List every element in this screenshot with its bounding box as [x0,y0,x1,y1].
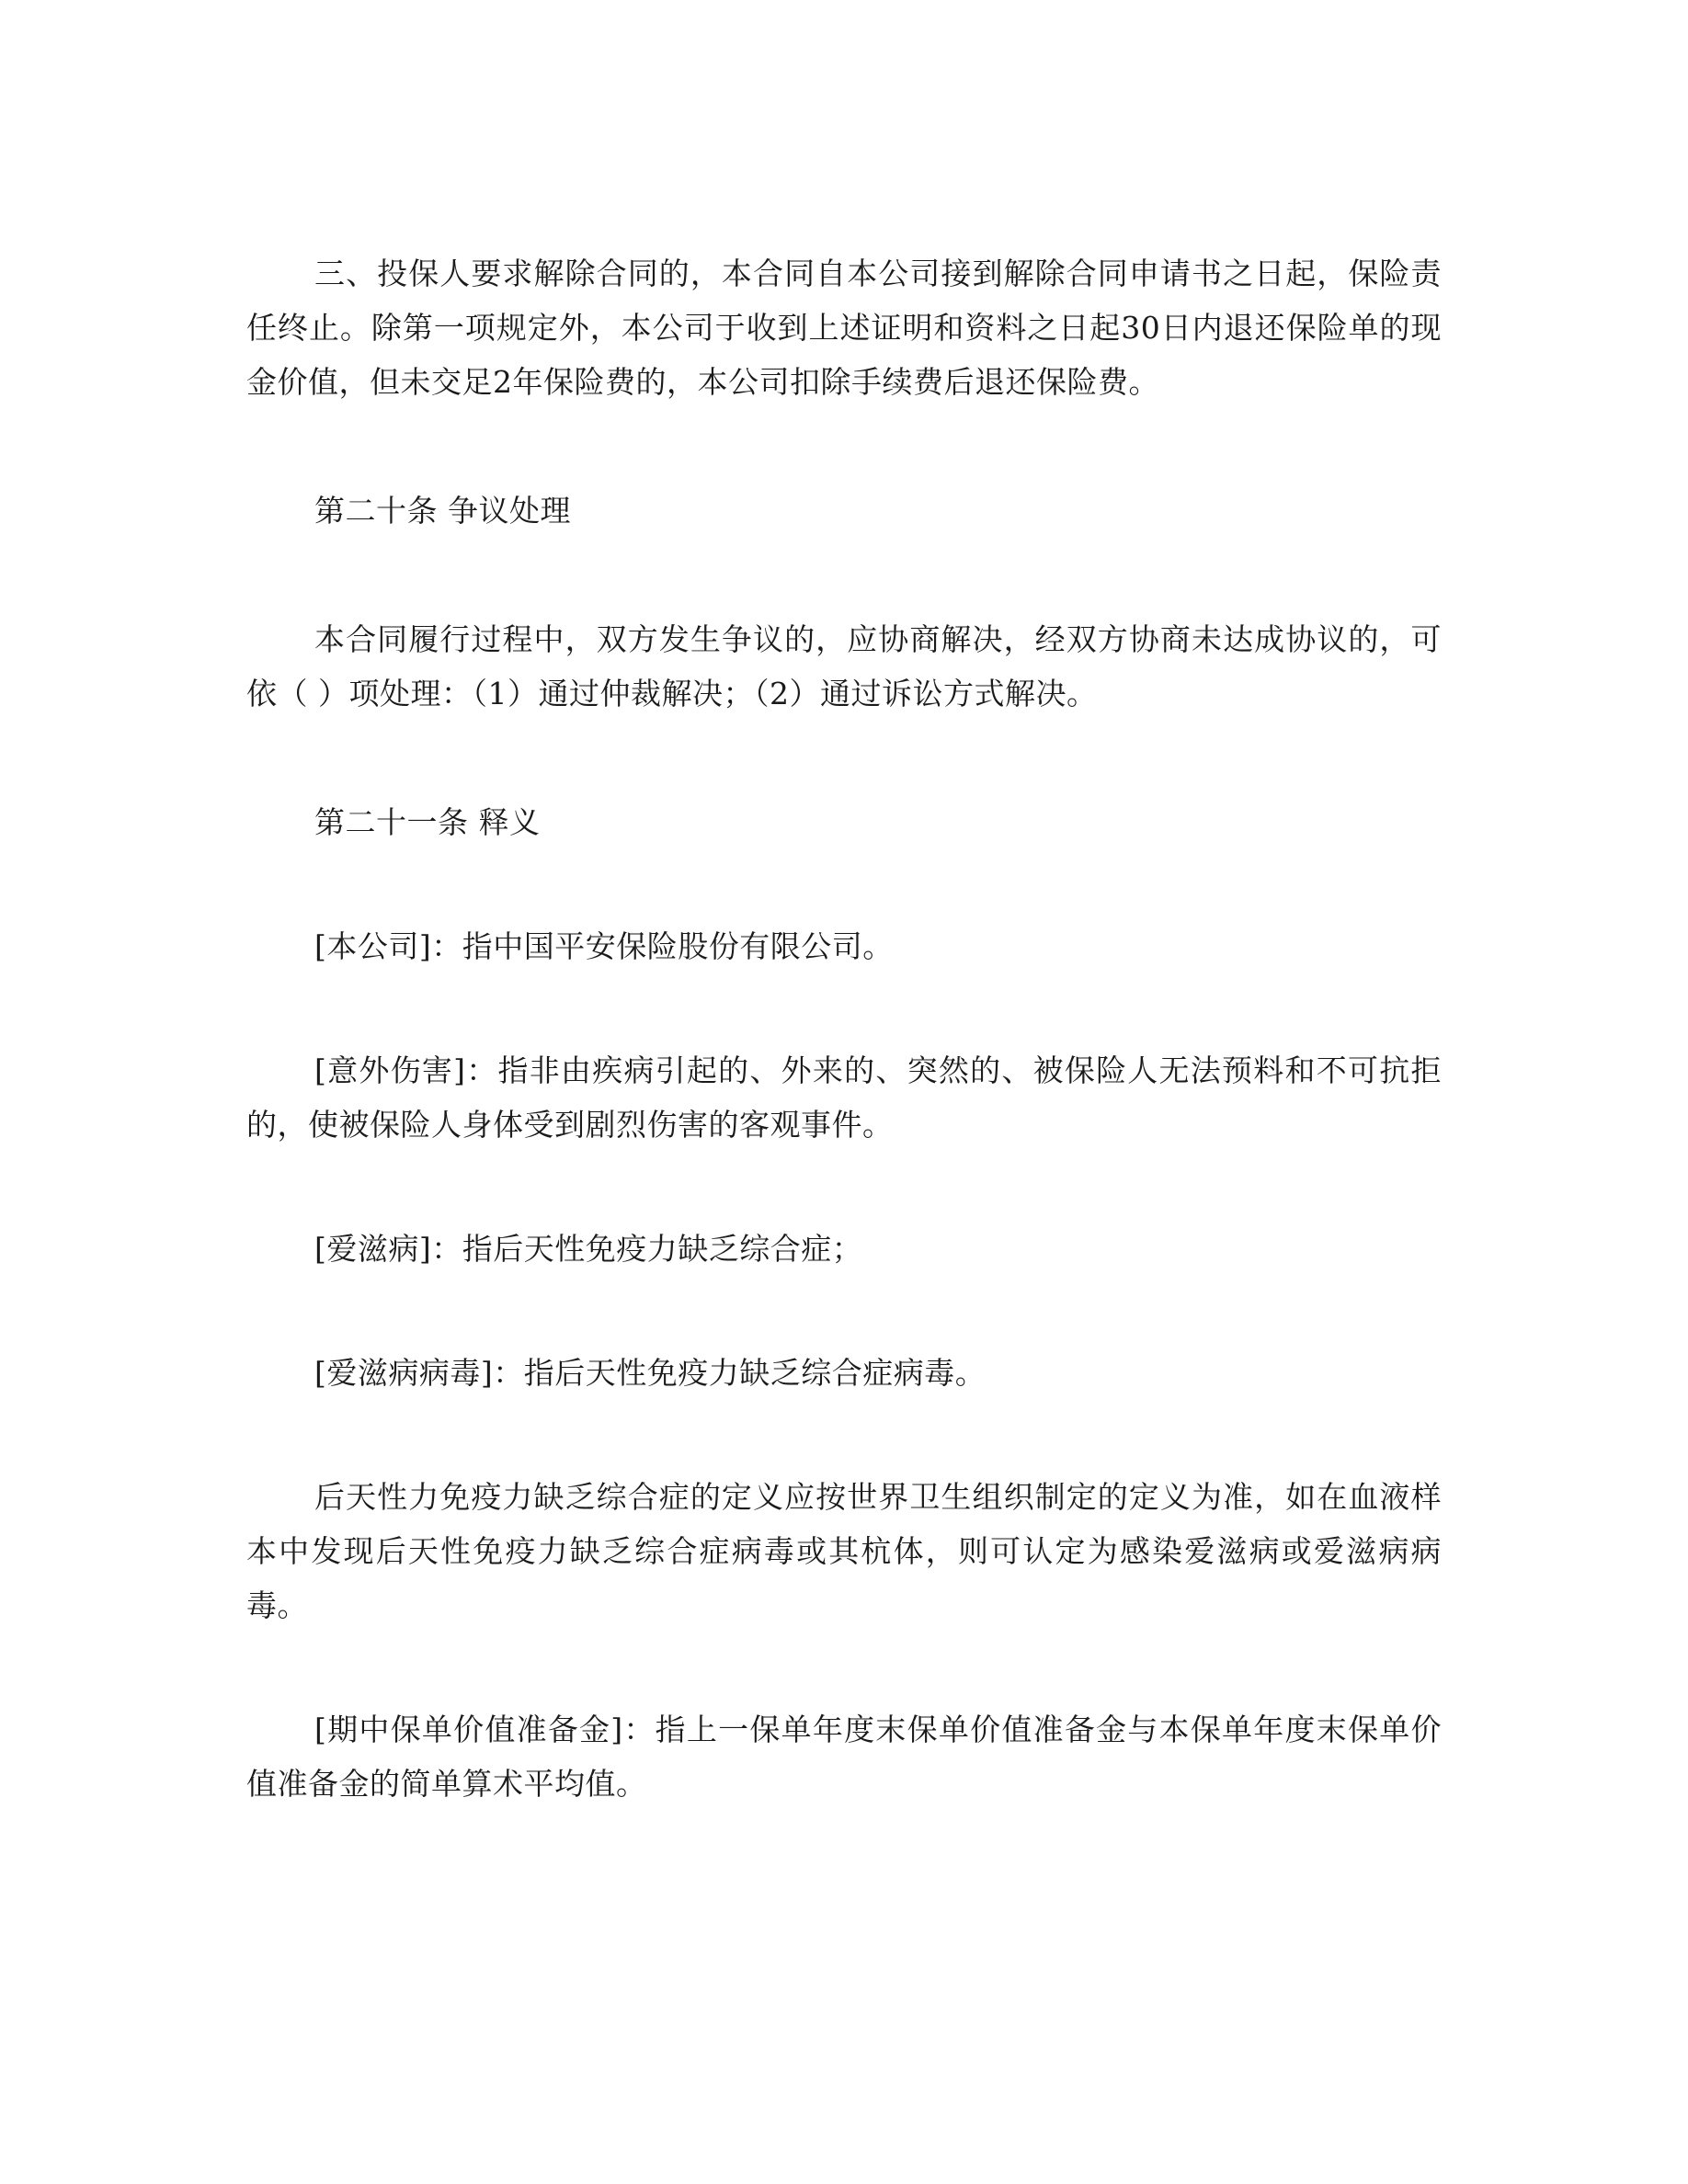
definition-aids: [爱滋病]：指后天性免疫力缺乏综合症； [314,1231,863,1267]
definition-hiv: [爱滋病病毒]：指后天性免疫力缺乏综合症病毒。 [314,1355,987,1391]
paragraph-aids-standard: 后天性力免疫力缺乏综合症的定义应按世界卫生组织制定的定义为准，如在血液样本中发现后天性免疫力缺乏综合症病毒或其杭体，则可认定为感染爱滋病或爱滋病病毒。 [246,1479,1442,1623]
heading-article-21: 第二十一条 释义 [314,804,541,840]
definition-accidental-injury: [意外伤害]：指非由疾病引起的、外来的、突然的、被保险人无法预料和不可抗拒的，使被保险人身体受到剧烈伤害的客观事件。 [246,1052,1442,1143]
heading-article-20: 第二十条 争议处理 [314,493,571,529]
definition-interim-reserve: [期中保单价值准备金]：指上一保单年度末保单价值准备金与本保单年度末保单价值准备金的简单算术平均值。 [246,1712,1442,1802]
paragraph-dispute-resolution: 本合同履行过程中，双方发生争议的，应协商解决，经双方协商未达成协议的，可依（ ）项处理：（1）通过仲裁解决；（2）通过诉讼方式解决。 [246,621,1442,711]
definition-company: [本公司]：指中国平安保险股份有限公司。 [314,928,894,964]
paragraph-termination-refund: 三、投保人要求解除合同的，本合同自本公司接到解除合同申请书之日起，保险责任终止。除第一项规定外，本公司于收到上述证明和资料之日起30日内退还保险单的现金价值，但未交足2年保险费的，本公司扣除手续费后退还保险费。 [246,256,1442,400]
document-body [246,246,1442,1811]
